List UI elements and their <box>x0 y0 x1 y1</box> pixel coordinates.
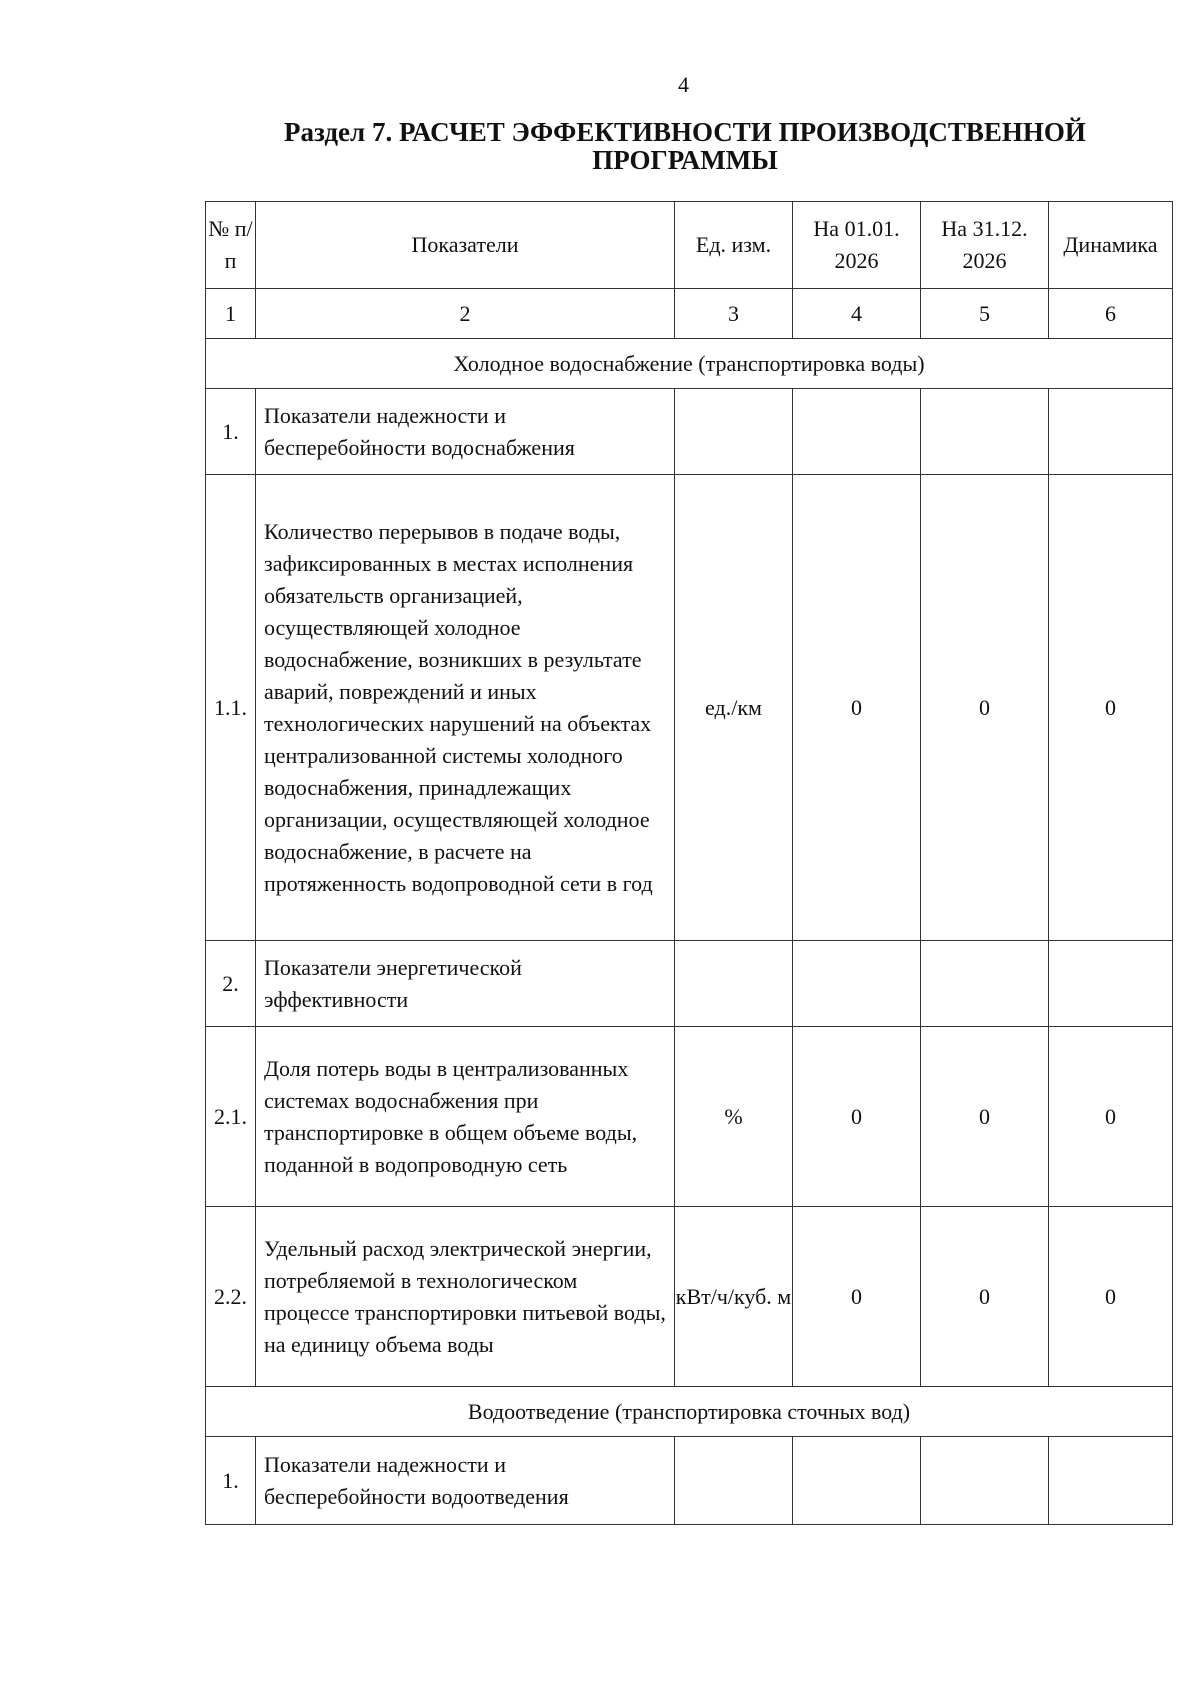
table-row <box>206 1437 1173 1525</box>
row-start <box>793 389 921 475</box>
section-heading: Холодное водоснабжение (транспортировка воды) <box>206 339 1173 389</box>
row-dynamics: 0 <box>1049 1027 1173 1207</box>
header-num: № п/п <box>206 202 256 289</box>
row-dynamics: 0 <box>1049 1207 1173 1387</box>
row-start <box>793 1437 921 1525</box>
row-unit: кВт/ч/куб. м <box>675 1207 793 1387</box>
page-number: 4 <box>678 72 689 97</box>
row-num: 1.1. <box>206 475 256 941</box>
section-row-wastewater <box>206 1387 1173 1437</box>
section-title-line-1: Раздел 7. РАСЧЕТ ЭФФЕКТИВНОСТИ ПРОИЗВОДСТВЕННОЙ <box>284 117 1086 147</box>
row-end: 0 <box>921 475 1049 941</box>
row-num: 2.1. <box>206 1027 256 1207</box>
col-number: 2 <box>256 289 675 339</box>
table-header-row <box>206 202 1173 289</box>
row-dynamics <box>1049 1437 1173 1525</box>
efficiency-table <box>205 201 1173 1525</box>
header-end: На 31.12. 2026 <box>921 202 1049 289</box>
row-unit <box>675 1437 793 1525</box>
col-number: 3 <box>675 289 793 339</box>
col-number: 6 <box>1049 289 1173 339</box>
row-indicator: Показатели надежности и бесперебойности водоснабжения <box>256 389 675 475</box>
section-row-water-supply <box>206 339 1173 389</box>
row-num: 2.2. <box>206 1207 256 1387</box>
section-title-line-2: ПРОГРАММЫ <box>592 145 778 175</box>
row-indicator: Доля потерь воды в централизованных системах водоснабжения при транспортировке в общем объеме воды, поданной в водопроводную сеть <box>256 1027 675 1207</box>
row-start: 0 <box>793 475 921 941</box>
table-row <box>206 941 1173 1027</box>
row-indicator: Количество перерывов в подаче воды, зафиксированных в местах исполнения обязательств организацией, осуществляющей холодное водоснабжение, возникших в результате аварий, повреждений и иных технологических нарушений на объектах централизованной системы холодного водоснабжения, принадлежащих организации, осуществляющей холодное водоснабжение, в расчете на протяженность водопроводной сети в год <box>256 475 675 941</box>
header-start: На 01.01. 2026 <box>793 202 921 289</box>
header-unit: Ед. изм. <box>675 202 793 289</box>
column-number-row <box>206 289 1173 339</box>
row-unit: ед./км <box>675 475 793 941</box>
header-indicator: Показатели <box>256 202 675 289</box>
row-indicator: Показатели энергетической эффективности <box>256 941 675 1027</box>
row-unit: % <box>675 1027 793 1207</box>
row-num: 1. <box>206 1437 256 1525</box>
row-end: 0 <box>921 1027 1049 1207</box>
row-dynamics: 0 <box>1049 475 1173 941</box>
table-row <box>206 475 1173 941</box>
section-title <box>230 118 1140 174</box>
table-row <box>206 1207 1173 1387</box>
row-dynamics <box>1049 389 1173 475</box>
table-row <box>206 389 1173 475</box>
row-unit <box>675 389 793 475</box>
row-dynamics <box>1049 941 1173 1027</box>
row-num: 2. <box>206 941 256 1027</box>
row-start: 0 <box>793 1027 921 1207</box>
section-heading: Водоотведение (транспортировка сточных вод) <box>206 1387 1173 1437</box>
table-row <box>206 1027 1173 1207</box>
row-indicator: Удельный расход электрической энергии, потребляемой в технологическом процессе транспортировки питьевой воды, на единицу объема воды <box>256 1207 675 1387</box>
col-number: 4 <box>793 289 921 339</box>
row-end <box>921 389 1049 475</box>
row-num: 1. <box>206 389 256 475</box>
row-indicator: Показатели надежности и бесперебойности водоотведения <box>256 1437 675 1525</box>
row-start: 0 <box>793 1207 921 1387</box>
col-number: 5 <box>921 289 1049 339</box>
row-unit <box>675 941 793 1027</box>
col-number: 1 <box>206 289 256 339</box>
row-end: 0 <box>921 1207 1049 1387</box>
header-dynamics: Динамика <box>1049 202 1173 289</box>
row-end <box>921 941 1049 1027</box>
row-start <box>793 941 921 1027</box>
row-end <box>921 1437 1049 1525</box>
